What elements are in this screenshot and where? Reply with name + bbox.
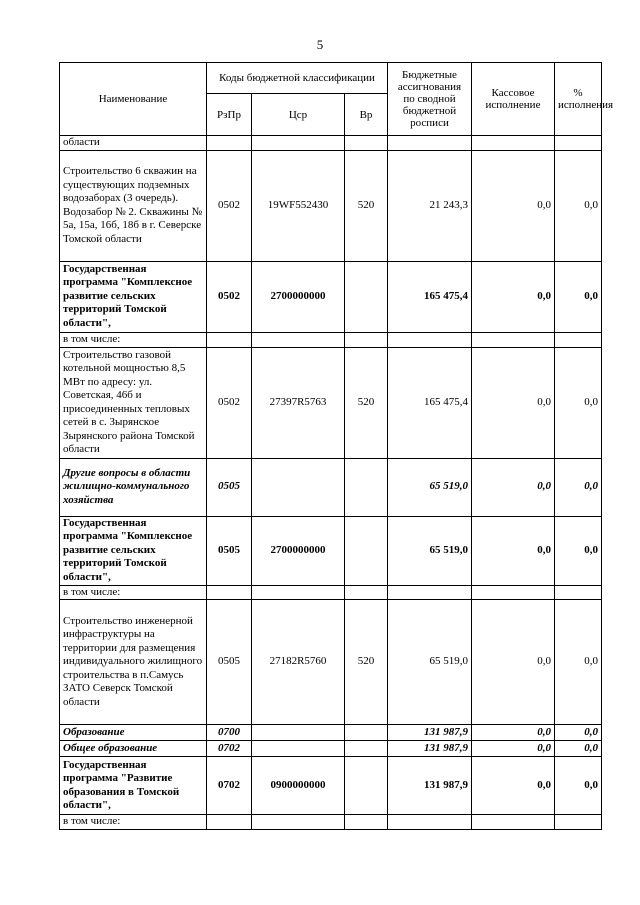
row-csr <box>252 332 345 347</box>
row-percent <box>555 332 602 347</box>
row-cash: 0,0 <box>472 150 555 261</box>
row-cash <box>472 332 555 347</box>
row-cash: 0,0 <box>472 261 555 332</box>
table-row <box>60 458 602 516</box>
table-row <box>60 347 602 458</box>
row-budget: 65 519,0 <box>388 516 472 585</box>
table-row <box>60 332 602 347</box>
row-csr: 27397R5763 <box>252 347 345 458</box>
row-name: Государственная программа "Развитие образования в Томской области", <box>60 757 207 815</box>
row-name: в том числе: <box>60 332 207 347</box>
row-name: Строительство газовой котельной мощностью 8,5 МВт по адресу: ул. Советская, 46б и присоединенных тепловых сетей в с. Зырянское Зырянского района Томской области <box>60 347 207 458</box>
row-budget: 131 987,9 <box>388 725 472 741</box>
row-vr <box>345 585 388 600</box>
row-rzpr <box>207 585 252 600</box>
row-percent: 0,0 <box>555 757 602 815</box>
row-name: Общее образование <box>60 741 207 757</box>
row-rzpr: 0505 <box>207 516 252 585</box>
table-row <box>60 150 602 261</box>
row-rzpr <box>207 136 252 151</box>
row-budget: 131 987,9 <box>388 741 472 757</box>
row-name: в том числе: <box>60 815 207 830</box>
row-percent: 0,0 <box>555 741 602 757</box>
row-csr <box>252 725 345 741</box>
row-budget: 65 519,0 <box>388 458 472 516</box>
row-percent: 0,0 <box>555 261 602 332</box>
row-percent <box>555 585 602 600</box>
row-budget <box>388 815 472 830</box>
row-cash <box>472 815 555 830</box>
page-number: 5 <box>316 37 324 52</box>
row-percent <box>555 136 602 151</box>
row-percent: 0,0 <box>555 458 602 516</box>
row-budget: 165 475,4 <box>388 261 472 332</box>
row-rzpr <box>207 815 252 830</box>
row-vr <box>345 757 388 815</box>
row-name: Образование <box>60 725 207 741</box>
row-budget: 65 519,0 <box>388 600 472 725</box>
table-row <box>60 585 602 600</box>
row-vr <box>345 261 388 332</box>
row-vr <box>345 136 388 151</box>
row-percent: 0,0 <box>555 600 602 725</box>
row-csr: 27182R5760 <box>252 600 345 725</box>
row-name: Государственная программа "Комплексное развитие сельских территорий Томской области", <box>60 516 207 585</box>
row-rzpr: 0502 <box>207 347 252 458</box>
row-rzpr <box>207 332 252 347</box>
row-rzpr: 0702 <box>207 741 252 757</box>
row-cash: 0,0 <box>472 725 555 741</box>
header-codes: Коды бюджетной классификации <box>207 63 388 94</box>
row-rzpr: 0700 <box>207 725 252 741</box>
row-cash: 0,0 <box>472 458 555 516</box>
budget-execution-table <box>59 62 614 830</box>
row-vr <box>345 516 388 585</box>
table-row <box>60 741 602 757</box>
header-vr: Вр <box>345 94 388 136</box>
row-csr <box>252 585 345 600</box>
row-csr <box>252 741 345 757</box>
header-cash: Кассовое исполнение <box>472 63 555 136</box>
row-vr: 520 <box>345 600 388 725</box>
row-csr <box>252 458 345 516</box>
row-budget: 21 243,3 <box>388 150 472 261</box>
row-cash: 0,0 <box>472 347 555 458</box>
row-cash <box>472 136 555 151</box>
row-percent <box>555 815 602 830</box>
row-name: Строительство инженерной инфраструктуры на территории для размещения индивидуального жилищного строительства в п.Самусь ЗАТО Северск Томской области <box>60 600 207 725</box>
table-row <box>60 516 602 585</box>
table-row <box>60 136 602 151</box>
row-name: Государственная программа "Комплексное развитие сельских территорий Томской области", <box>60 261 207 332</box>
row-csr <box>252 136 345 151</box>
row-cash: 0,0 <box>472 516 555 585</box>
header-rzpr: РзПр <box>207 94 252 136</box>
row-name: в том числе: <box>60 585 207 600</box>
row-rzpr: 0502 <box>207 150 252 261</box>
row-percent: 0,0 <box>555 516 602 585</box>
row-percent: 0,0 <box>555 725 602 741</box>
row-vr <box>345 725 388 741</box>
row-vr: 520 <box>345 347 388 458</box>
row-vr: 520 <box>345 150 388 261</box>
header-name: Наименование <box>60 63 207 136</box>
row-csr: 19WF552430 <box>252 150 345 261</box>
row-vr <box>345 458 388 516</box>
row-csr: 0900000000 <box>252 757 345 815</box>
row-cash: 0,0 <box>472 757 555 815</box>
row-cash: 0,0 <box>472 600 555 725</box>
header-percent: % исполнения <box>555 63 602 136</box>
row-csr: 2700000000 <box>252 516 345 585</box>
row-budget <box>388 332 472 347</box>
row-percent: 0,0 <box>555 347 602 458</box>
row-vr <box>345 332 388 347</box>
row-budget <box>388 136 472 151</box>
row-name: Строительство 6 скважин на существующих подземных водозаборах (3 очередь). Водозабор № 2. Скважины № 5а, 15а, 16б, 18б в г. Северске Томской области <box>60 150 207 261</box>
row-vr <box>345 741 388 757</box>
header-budget: Бюджетные ассигнования по сводной бюджетной росписи <box>388 63 472 136</box>
table-row <box>60 815 602 830</box>
row-rzpr: 0505 <box>207 458 252 516</box>
table-row <box>60 757 602 815</box>
row-percent: 0,0 <box>555 150 602 261</box>
table-row <box>60 261 602 332</box>
row-budget <box>388 585 472 600</box>
row-vr <box>345 815 388 830</box>
row-cash: 0,0 <box>472 741 555 757</box>
row-rzpr: 0702 <box>207 757 252 815</box>
table-row <box>60 725 602 741</box>
row-name: области <box>60 136 207 151</box>
table-row <box>60 600 602 725</box>
row-budget: 165 475,4 <box>388 347 472 458</box>
row-budget: 131 987,9 <box>388 757 472 815</box>
row-cash <box>472 585 555 600</box>
row-csr <box>252 815 345 830</box>
row-name: Другие вопросы в области жилищно-коммунального хозяйства <box>60 458 207 516</box>
row-csr: 2700000000 <box>252 261 345 332</box>
header-csr: Цср <box>252 94 345 136</box>
row-rzpr: 0502 <box>207 261 252 332</box>
row-rzpr: 0505 <box>207 600 252 725</box>
